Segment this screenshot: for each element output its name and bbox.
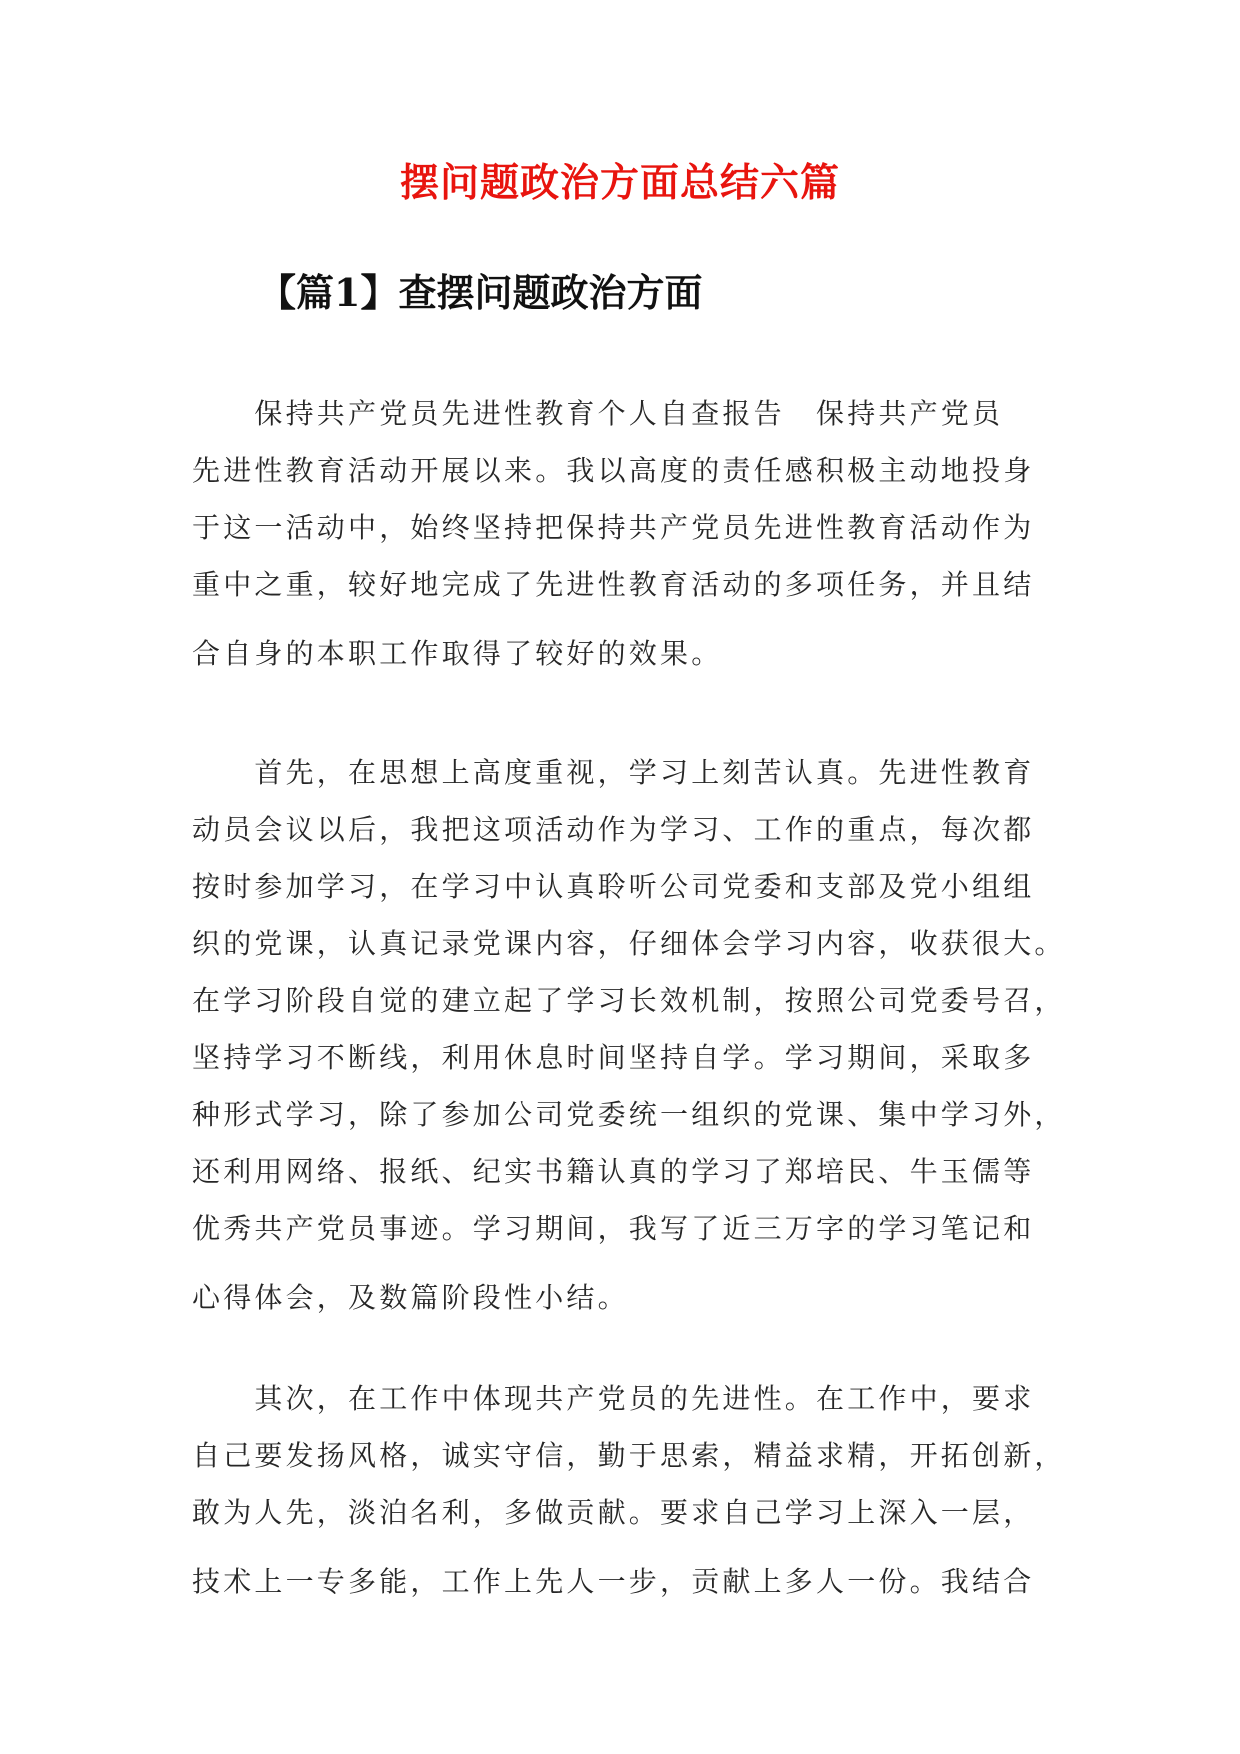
- paragraph-line: 保持共产党员先进性教育个人自查报告 保持共产党员: [192, 397, 1004, 430]
- paragraph-line: 按时参加学习，在学习中认真聆听公司党委和支部及党小组组: [192, 870, 1035, 903]
- paragraph-line: 合自身的本职工作取得了较好的效果。: [192, 637, 723, 670]
- paragraph-line: 自己要发扬风格，诚实守信，勤于思索，精益求精，开拓创新，: [192, 1439, 1066, 1472]
- document-title: 摆问题政治方面总结六篇: [399, 160, 840, 206]
- paragraph-line: 动员会议以后，我把这项活动作为学习、工作的重点，每次都: [192, 813, 1035, 846]
- paragraph-line: 坚持学习不断线，利用休息时间坚持自学。学习期间，采取多: [192, 1041, 1035, 1074]
- paragraph-line: 先进性教育活动开展以来。我以高度的责任感积极主动地投身: [192, 454, 1035, 487]
- paragraph-line: 织的党课，认真记录党课内容，仔细体会学习内容，收获很大。: [192, 927, 1066, 960]
- paragraph-3: [192, 1370, 1066, 1610]
- paragraph-line: 其次，在工作中体现共产党员的先进性。在工作中，要求: [192, 1382, 1035, 1415]
- paragraph-line: 还利用网络、报纸、纪实书籍认真的学习了郑培民、牛玉儒等: [192, 1155, 1035, 1188]
- paragraph-line: 心得体会，及数篇阶段性小结。: [192, 1281, 629, 1314]
- paragraph-line: 优秀共产党员事迹。学习期间，我写了近三万字的学习笔记和: [192, 1212, 1035, 1245]
- paragraph-1: [192, 385, 1050, 682]
- paragraph-2: [192, 744, 1066, 1326]
- paragraph-line: 敢为人先，淡泊名利，多做贡献。要求自己学习上深入一层，: [192, 1496, 1035, 1529]
- paragraph-line: 在学习阶段自觉的建立起了学习长效机制，按照公司党委号召，: [192, 984, 1066, 1017]
- paragraph-line: 种形式学习，除了参加公司党委统一组织的党课、集中学习外，: [192, 1098, 1066, 1131]
- paragraph-line: 重中之重，较好地完成了先进性教育活动的多项任务，并且结: [192, 568, 1035, 601]
- paragraph-line: 技术上一专多能，工作上先人一步，贡献上多人一份。我结合: [192, 1565, 1035, 1598]
- paragraph-line: 于这一活动中，始终坚持把保持共产党员先进性教育活动作为: [192, 511, 1035, 544]
- section-heading: 【篇1】查摆问题政治方面: [258, 270, 703, 315]
- paragraph-line: 首先，在思想上高度重视，学习上刻苦认真。先进性教育: [192, 756, 1035, 789]
